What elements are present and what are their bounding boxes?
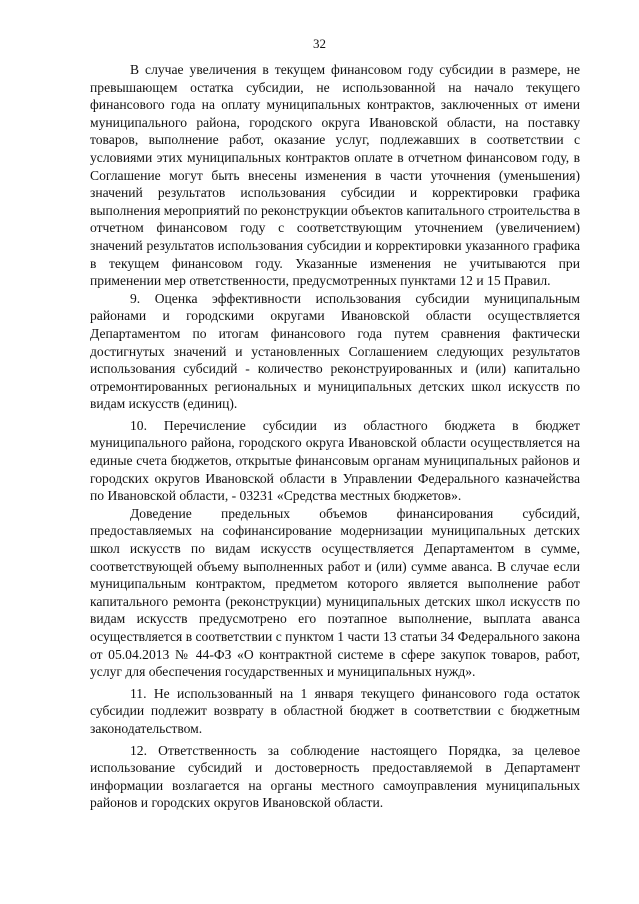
paragraph-9-efficiency-assessment: 9. Оценка эффективности использования субсидии муниципальным районами и городскими округами Ивановской области осуществляется Департаментом по итогам финансового года путем сравнения фактически достигнутых значений и установленных Соглашением следующих результатов использования субсидий - количество реконструированных и (или) капитально отремонтированных региональных и муниципальных детских школ искусств по видам искусств (единиц). (90, 290, 580, 412)
document-body (90, 61, 580, 812)
paragraph-12-responsibility: 12. Ответственность за соблюдение настоящего Порядка, за целевое использование субсидий и достоверность предоставляемой в Департамент информации возлагается на органы местного самоуправления муниципальных районов и городских округов Ивановской области. (90, 742, 580, 811)
paragraph-subsidy-increase: В случае увеличения в текущем финансовом году субсидии в размере, не превышающем остатка субсидии, не использованной на начало текущего финансового года на оплату муниципальных контрактов, заключенных от имени муниципального района, городского округа Ивановской области, на поставку товаров, выполнение работ, оказание услуг, подлежавших в соответствии с условиями этих муниципальных контрактов оплате в отчетном финансовом году, в Соглашение могут быть внесены изменения в части уточнения (уменьшения) значений результатов использования субсидии и корректировки графика выполнения мероприятий по реконструкции объектов капитального строительства в отчетном финансовом году с соответствующим уточнением (увеличением) значений результатов использования субсидии и корректировки указанного графика в текущем финансовом году. Указанные изменения не учитываются при применении мер ответственности, предусмотренных пунктами 12 и 15 Правил. (90, 62, 580, 289)
paragraph-10-transfer: 10. Перечисление субсидии из областного бюджета в бюджет муниципального района, городского округа Ивановской области осуществляется на единые счета бюджетов, открытые финансовым органам муниципальных районов и городских округов Ивановской области в Управлении Федерального казначейства по Ивановской области, - 03231 «Средства местных бюджетов». (90, 417, 580, 504)
paragraph-11-unused-balance: 11. Не использованный на 1 января текущего финансового года остаток субсидии подлежит возврату в областной бюджет в соответствии с бюджетным законодательством. (90, 685, 580, 736)
page-number: 32 (313, 36, 326, 51)
paragraph-funding-limits: Доведение предельных объемов финансирования субсидий, предоставляемых на софинансирование модернизации муниципальных детских школ искусств по видам искусств осуществляется Департаментом в сумме, соответствующей объему выполненных работ и (или) сумме аванса. В случае если муниципальным контрактом, предметом которого является выполнение работ капитального ремонта (реконструкции) муниципальных детских школ искусств по видам искусств предусмотрено его поэтапное выполнение, выплата аванса осуществляется в соответствии с пунктом 1 части 13 статьи 34 Федерального закона от 05.04.2013 № 44-ФЗ «О контрактной системе в сфере закупок товаров, работ, услуг для обеспечения государственных и муниципальных нужд». (90, 505, 580, 680)
